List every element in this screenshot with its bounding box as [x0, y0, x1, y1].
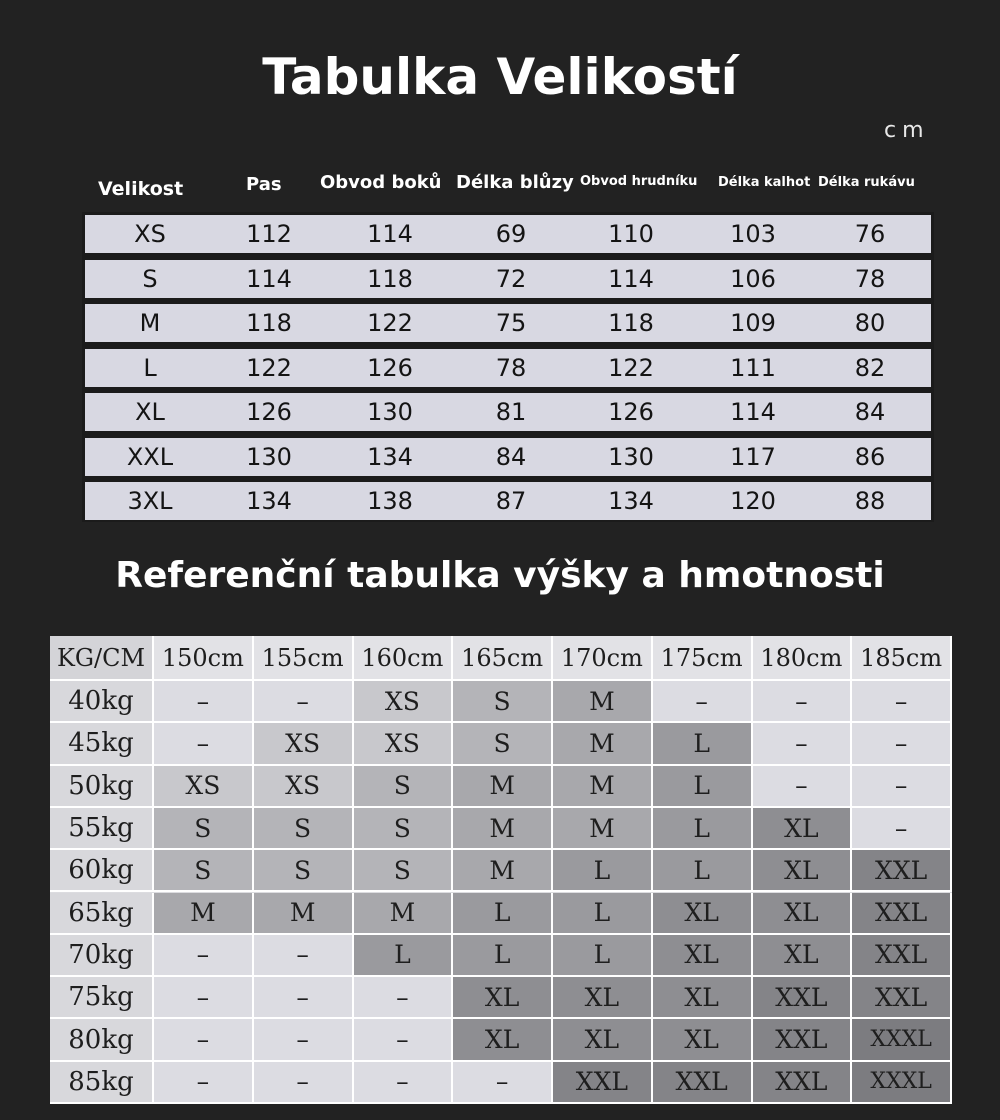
measurement-value: 114 — [367, 220, 413, 248]
measurement-value: 75 — [495, 309, 527, 337]
page-title: Tabulka Velikostí — [262, 48, 738, 106]
size-cell: L — [354, 935, 454, 977]
measurement-value: 78 — [495, 353, 527, 382]
size-cell: M — [553, 766, 653, 808]
size-cell: XXL — [852, 850, 952, 892]
header-delka-kalhot: Délka kalhot — [718, 175, 811, 190]
measurement-value: 130 — [367, 398, 413, 426]
measurement-value: 82 — [854, 353, 886, 382]
size-cell: XXL — [653, 1062, 753, 1104]
size-cell: XS — [254, 766, 354, 808]
size-cell: – — [154, 1019, 254, 1061]
measurement-value: 78 — [854, 264, 886, 293]
measurement-value: 87 — [495, 487, 527, 515]
size-cell: L — [653, 850, 753, 892]
measurement-value: 138 — [367, 487, 413, 515]
measurement-value: 130 — [246, 442, 292, 471]
size-cell: XXL — [852, 935, 952, 977]
height-header: 165cm — [453, 636, 553, 681]
measurement-value: 130 — [608, 442, 654, 471]
measurement-value: 86 — [854, 442, 886, 471]
size-cell: XS — [354, 723, 454, 765]
measurement-value: 122 — [608, 353, 654, 382]
size-row — [85, 393, 931, 431]
size-cell: M — [553, 723, 653, 765]
size-cell: XL — [453, 977, 553, 1019]
weight-label: 70kg — [50, 935, 154, 977]
size-cell: – — [753, 766, 853, 808]
height-header: 160cm — [354, 636, 454, 681]
size-cell: S — [254, 850, 354, 892]
height-header: 170cm — [553, 636, 653, 681]
size-row — [85, 482, 931, 520]
size-cell: XL — [453, 1019, 553, 1061]
measurement-value: 114 — [730, 398, 776, 426]
measurement-value: 122 — [246, 353, 292, 382]
height-header: 150cm — [154, 636, 254, 681]
size-label: L — [143, 353, 157, 382]
size-cell: XL — [553, 1019, 653, 1061]
size-cell: L — [453, 935, 553, 977]
size-cell: M — [453, 808, 553, 850]
size-cell: – — [354, 1019, 454, 1061]
size-row — [85, 349, 931, 387]
size-cell: XL — [653, 893, 753, 935]
size-cell: – — [154, 681, 254, 723]
size-cell: – — [354, 1062, 454, 1104]
height-header: 185cm — [852, 636, 952, 681]
size-cell: S — [254, 808, 354, 850]
size-label: XXL — [126, 442, 174, 471]
size-cell: XXL — [753, 977, 853, 1019]
size-cell: XS — [354, 681, 454, 723]
measurement-value: 72 — [495, 264, 527, 293]
measurement-value: 81 — [495, 398, 527, 426]
measurement-value: 126 — [608, 398, 654, 426]
size-cell: – — [254, 681, 354, 723]
size-cell: – — [154, 723, 254, 765]
measurement-value: 111 — [730, 353, 776, 382]
measurement-value: 112 — [246, 220, 292, 248]
size-cell: S — [154, 850, 254, 892]
measurement-value: 84 — [854, 398, 886, 426]
size-cell: M — [453, 766, 553, 808]
size-cell: XXL — [753, 1062, 853, 1104]
height-header: 180cm — [753, 636, 853, 681]
size-table — [82, 212, 934, 522]
size-cell: S — [354, 808, 454, 850]
measurement-value: 118 — [608, 309, 654, 337]
header-velikost: Velikost — [98, 178, 184, 200]
size-cell: – — [453, 1062, 553, 1104]
corner-label: KG/CM — [50, 636, 154, 681]
weight-label: 75kg — [50, 977, 154, 1019]
size-cell: M — [453, 850, 553, 892]
size-cell: L — [553, 850, 653, 892]
size-label: XL — [135, 398, 165, 426]
header-delka-bluzy: Délka blůzy — [456, 172, 574, 193]
size-cell: XL — [753, 808, 853, 850]
size-row — [85, 215, 931, 253]
measurement-value: 134 — [246, 487, 292, 515]
size-cell: L — [653, 723, 753, 765]
measurement-value: 114 — [608, 264, 654, 293]
size-row — [85, 438, 931, 476]
measurement-value: 103 — [730, 220, 776, 248]
size-cell: S — [453, 723, 553, 765]
weight-label: 60kg — [50, 850, 154, 892]
size-cell: L — [453, 893, 553, 935]
size-cell: – — [653, 681, 753, 723]
size-cell: – — [254, 935, 354, 977]
size-cell: – — [753, 681, 853, 723]
size-cell: M — [354, 893, 454, 935]
size-cell: M — [254, 893, 354, 935]
size-cell: XS — [154, 766, 254, 808]
weight-label: 65kg — [50, 893, 154, 935]
size-cell: – — [254, 977, 354, 1019]
header-delka-rukavu: Délka rukávu — [818, 175, 915, 190]
measurement-value: 134 — [367, 442, 413, 471]
size-cell: XXL — [852, 893, 952, 935]
measurement-value: 76 — [854, 220, 886, 248]
size-cell: XXXL — [852, 1062, 952, 1104]
size-label: 3XL — [127, 487, 173, 515]
size-cell: – — [852, 808, 952, 850]
size-label: M — [139, 309, 161, 337]
size-cell: XXL — [553, 1062, 653, 1104]
weight-label: 55kg — [50, 808, 154, 850]
size-cell: – — [852, 766, 952, 808]
size-label: S — [142, 264, 158, 293]
header-obvod-boku: Obvod boků — [320, 172, 442, 193]
size-cell: – — [154, 935, 254, 977]
size-cell: S — [453, 681, 553, 723]
measurement-value: 134 — [608, 487, 654, 515]
size-cell: – — [154, 1062, 254, 1104]
size-cell: XXXL — [852, 1019, 952, 1061]
size-cell: XXL — [753, 1019, 853, 1061]
measurement-value: 126 — [367, 353, 413, 382]
weight-label: 45kg — [50, 723, 154, 765]
size-cell: S — [354, 850, 454, 892]
size-cell: – — [254, 1019, 354, 1061]
size-cell: L — [553, 893, 653, 935]
size-cell: – — [354, 977, 454, 1019]
size-cell: – — [852, 681, 952, 723]
size-cell: M — [553, 808, 653, 850]
size-cell: S — [154, 808, 254, 850]
measurement-value: 118 — [246, 309, 292, 337]
size-label: XS — [134, 220, 166, 248]
size-cell: XL — [653, 1019, 753, 1061]
size-row — [85, 260, 931, 298]
size-cell: L — [653, 766, 753, 808]
measurement-value: 122 — [367, 309, 413, 337]
size-cell: XL — [753, 935, 853, 977]
size-cell: S — [354, 766, 454, 808]
height-weight-table — [50, 636, 952, 1104]
size-cell: M — [154, 893, 254, 935]
height-header: 175cm — [653, 636, 753, 681]
size-cell: – — [753, 723, 853, 765]
unit-label: cm — [884, 118, 930, 143]
measurement-value: 109 — [730, 309, 776, 337]
size-cell: – — [254, 1062, 354, 1104]
measurement-value: 118 — [367, 264, 413, 293]
header-pas: Pas — [246, 174, 282, 195]
size-cell: XS — [254, 723, 354, 765]
measurement-value: 88 — [854, 487, 886, 515]
measurement-value: 80 — [854, 309, 886, 337]
measurement-value: 117 — [730, 442, 776, 471]
measurement-value: 120 — [730, 487, 776, 515]
size-row — [85, 304, 931, 342]
weight-label: 85kg — [50, 1062, 154, 1104]
measurement-value: 110 — [608, 220, 654, 248]
size-cell: XXL — [852, 977, 952, 1019]
size-cell: XL — [753, 850, 853, 892]
header-obvod-hrudniku: Obvod hrudníku — [580, 174, 698, 189]
size-cell: XL — [653, 977, 753, 1019]
size-cell: M — [553, 681, 653, 723]
reference-title: Referenční tabulka výšky a hmotnosti — [115, 555, 885, 596]
weight-label: 40kg — [50, 681, 154, 723]
weight-label: 50kg — [50, 766, 154, 808]
measurement-value: 69 — [495, 220, 527, 248]
size-cell: XL — [753, 893, 853, 935]
measurement-value: 106 — [730, 264, 776, 293]
size-cell: L — [653, 808, 753, 850]
height-header: 155cm — [254, 636, 354, 681]
size-cell: XL — [553, 977, 653, 1019]
size-table-header — [82, 168, 942, 202]
size-cell: XL — [653, 935, 753, 977]
size-cell: – — [852, 723, 952, 765]
measurement-value: 114 — [246, 264, 292, 293]
weight-label: 80kg — [50, 1019, 154, 1061]
size-cell: L — [553, 935, 653, 977]
measurement-value: 126 — [246, 398, 292, 426]
size-cell: – — [154, 977, 254, 1019]
measurement-value: 84 — [495, 442, 527, 471]
